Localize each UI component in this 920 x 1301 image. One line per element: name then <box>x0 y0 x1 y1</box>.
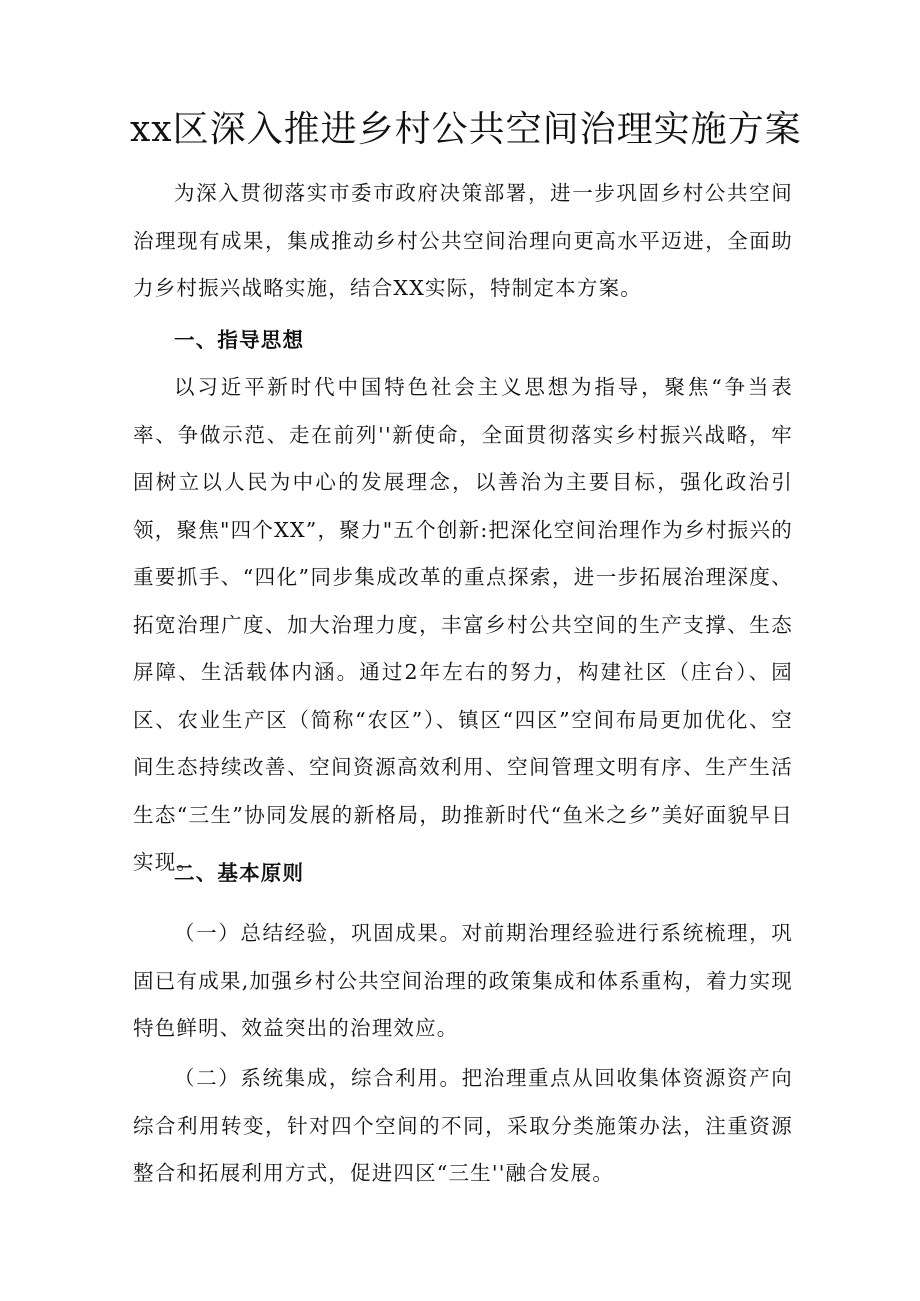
section-heading-guiding-ideology: 一、指导思想 <box>174 328 305 352</box>
guiding-ideology-paragraph: 以习近平新时代中国特色社会主义思想为指导，聚焦“争当表率、争做示范、走在前列''新使命，全面贯彻落实乡村振兴战略，牢固树立以人民为中心的发展理念，以善治为主要目标，强化政治引领，聚焦"四个XX”，聚力"五个创新:把深化空间治理作为乡村振兴的重要抓手、“四化”同步集成改革的重点探索，进一步拓展治理深度、拓宽治理广度、加大治理力度，丰富乡村公共空间的生产支撑、生态屏障、生活载体内涵。通过2年左右的努力，构建社区（庄台）、园区、农业生产区（简称“农区”）、镇区“四区”空间布局更加优化、空间生态持续改善、空间资源高效利用、空间管理文明有序、生产生活生态“三生”协同发展的新格局，助推新时代“鱼米之乡”美好面貌早日实现。 <box>133 375 793 874</box>
section-heading-basic-principles: 二、基本原则 <box>174 861 305 885</box>
principle-paragraph-1: （一）总结经验，巩固成果。对前期治理经验进行系统梳理，巩固已有成果,加强乡村公共空间治理的政策集成和体系重构，着力实现特色鲜明、效益突出的治理效应。 <box>133 921 793 1040</box>
document-title: xx区深入推进乡村公共空间治理实施方案 <box>130 109 802 150</box>
principle-paragraph-2: （二）系统集成，综合利用。把治理重点从回收集体资源资产向综合利用转变，针对四个空间的不同，采取分类施策办法，注重资源整合和拓展利用方式，促进四区“三生''融合发展。 <box>133 1066 793 1185</box>
intro-paragraph: 为深入贯彻落实市委市政府决策部署，进一步巩固乡村公共空间治理现有成果，集成推动乡村公共空间治理向更高水平迈进，全面助力乡村振兴战略实施，结合XX实际，特制定本方案。 <box>133 181 793 300</box>
